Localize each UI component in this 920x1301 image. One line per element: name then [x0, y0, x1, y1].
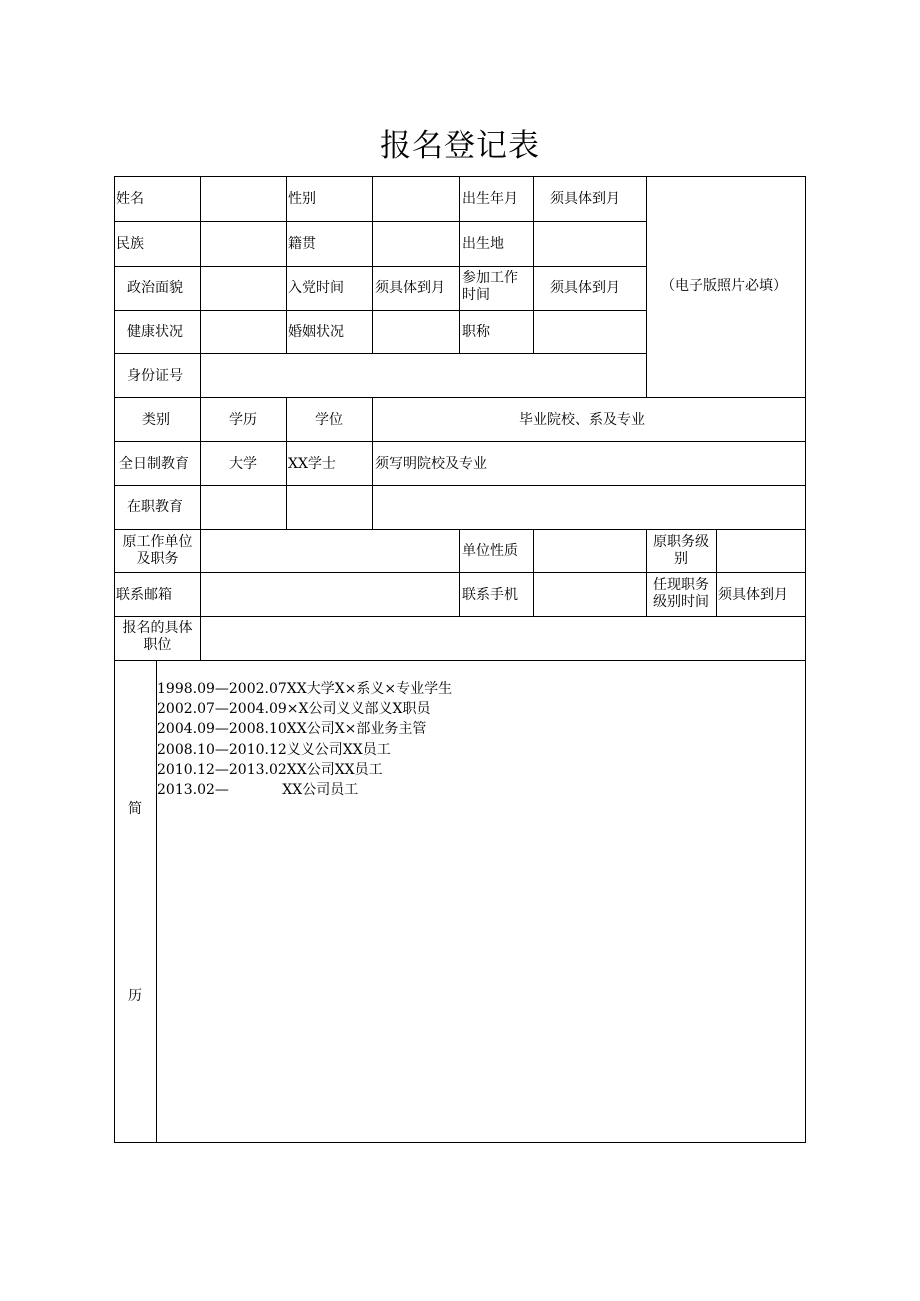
column-divider — [533, 176, 534, 353]
column-divider — [372, 176, 373, 353]
column-divider — [646, 176, 647, 397]
column-divider — [716, 529, 717, 616]
fulltime-degree-level: 大学 — [229, 456, 257, 472]
resume-entry: 2013.02— XX公司员工 — [157, 782, 359, 799]
column-divider — [459, 176, 460, 353]
row-divider — [114, 310, 647, 311]
parttime-education-label: 在职教育 — [127, 499, 183, 515]
column-divider — [200, 529, 201, 660]
resume-entry: 2004.09—2008.10XX公司X×部业务主管 — [157, 721, 427, 738]
work-start-value: 须具体到月 — [550, 280, 620, 296]
row-divider — [114, 485, 806, 486]
ethnicity-label: 民族 — [116, 236, 144, 252]
column-divider — [459, 529, 460, 616]
resume-entry: 2008.10—2010.12义义公司XX员工 — [157, 741, 391, 758]
resume-entry: 1998.09—2002.07XX大学X×系义×专业学生 — [157, 681, 453, 697]
row-divider — [114, 397, 806, 398]
party-join-value: 须具体到月 — [375, 280, 445, 296]
resume-label-part2: 历 — [128, 988, 142, 1004]
photo-placeholder-note: （电子版照片必填） — [661, 278, 787, 294]
previous-rank-label: 原职务级别 — [653, 534, 709, 567]
column-divider — [533, 529, 534, 616]
row-divider — [114, 353, 647, 354]
marital-status-label: 婚姻状况 — [288, 324, 344, 340]
previous-unit-label: 原工作单位及职务 — [122, 534, 193, 567]
column-divider — [372, 397, 373, 529]
health-label: 健康状况 — [127, 324, 183, 340]
native-place-label: 籍贯 — [288, 236, 316, 252]
fulltime-education-label: 全日制教育 — [119, 456, 189, 472]
work-start-label: 参加工作时间 — [462, 270, 518, 303]
category-header: 类别 — [142, 412, 170, 428]
gender-label: 性别 — [288, 191, 316, 207]
resume-entry: 2002.07—2004.09×X公司义义部义X职员 — [157, 701, 431, 718]
political-status-label: 政治面貌 — [127, 280, 183, 296]
column-divider — [286, 176, 287, 353]
row-divider — [114, 660, 806, 661]
id-number-label: 身份证号 — [127, 368, 183, 384]
birthplace-label: 出生地 — [462, 236, 504, 252]
row-divider — [114, 221, 647, 222]
party-join-label: 入党时间 — [288, 280, 344, 296]
column-divider — [200, 397, 201, 529]
applied-position-label: 报名的具体职位 — [122, 620, 193, 653]
name-label: 姓名 — [116, 191, 144, 207]
resume-entry: 2010.12—2013.02XX公司XX员工 — [157, 761, 383, 778]
email-label: 联系邮箱 — [116, 587, 172, 603]
column-divider — [286, 397, 287, 529]
fulltime-school-major: 须写明院校及专业 — [375, 456, 487, 472]
row-divider — [114, 266, 647, 267]
fulltime-degree: XX学士 — [288, 456, 336, 472]
unit-type-label: 单位性质 — [462, 543, 518, 559]
row-divider — [114, 572, 806, 573]
resume-label-part1: 简 — [128, 801, 142, 817]
birth-date-value: 须具体到月 — [550, 191, 620, 207]
column-divider — [200, 353, 201, 397]
column-divider — [646, 529, 647, 616]
birth-date-label: 出生年月 — [462, 191, 518, 207]
school-major-header: 毕业院校、系及专业 — [519, 412, 645, 428]
degree-level-header: 学历 — [229, 412, 257, 428]
page-title: 报名登记表 — [380, 128, 540, 164]
row-divider — [114, 529, 806, 530]
current-rank-time-label: 任现职务级别时间 — [653, 577, 709, 610]
degree-header: 学位 — [315, 412, 343, 428]
row-divider — [114, 616, 806, 617]
mobile-label: 联系手机 — [462, 587, 518, 603]
current-rank-time-value: 须具体到月 — [718, 587, 788, 603]
column-divider — [200, 176, 201, 353]
resume-entries — [157, 679, 452, 800]
professional-title-label: 职称 — [462, 324, 490, 340]
row-divider — [114, 441, 806, 442]
